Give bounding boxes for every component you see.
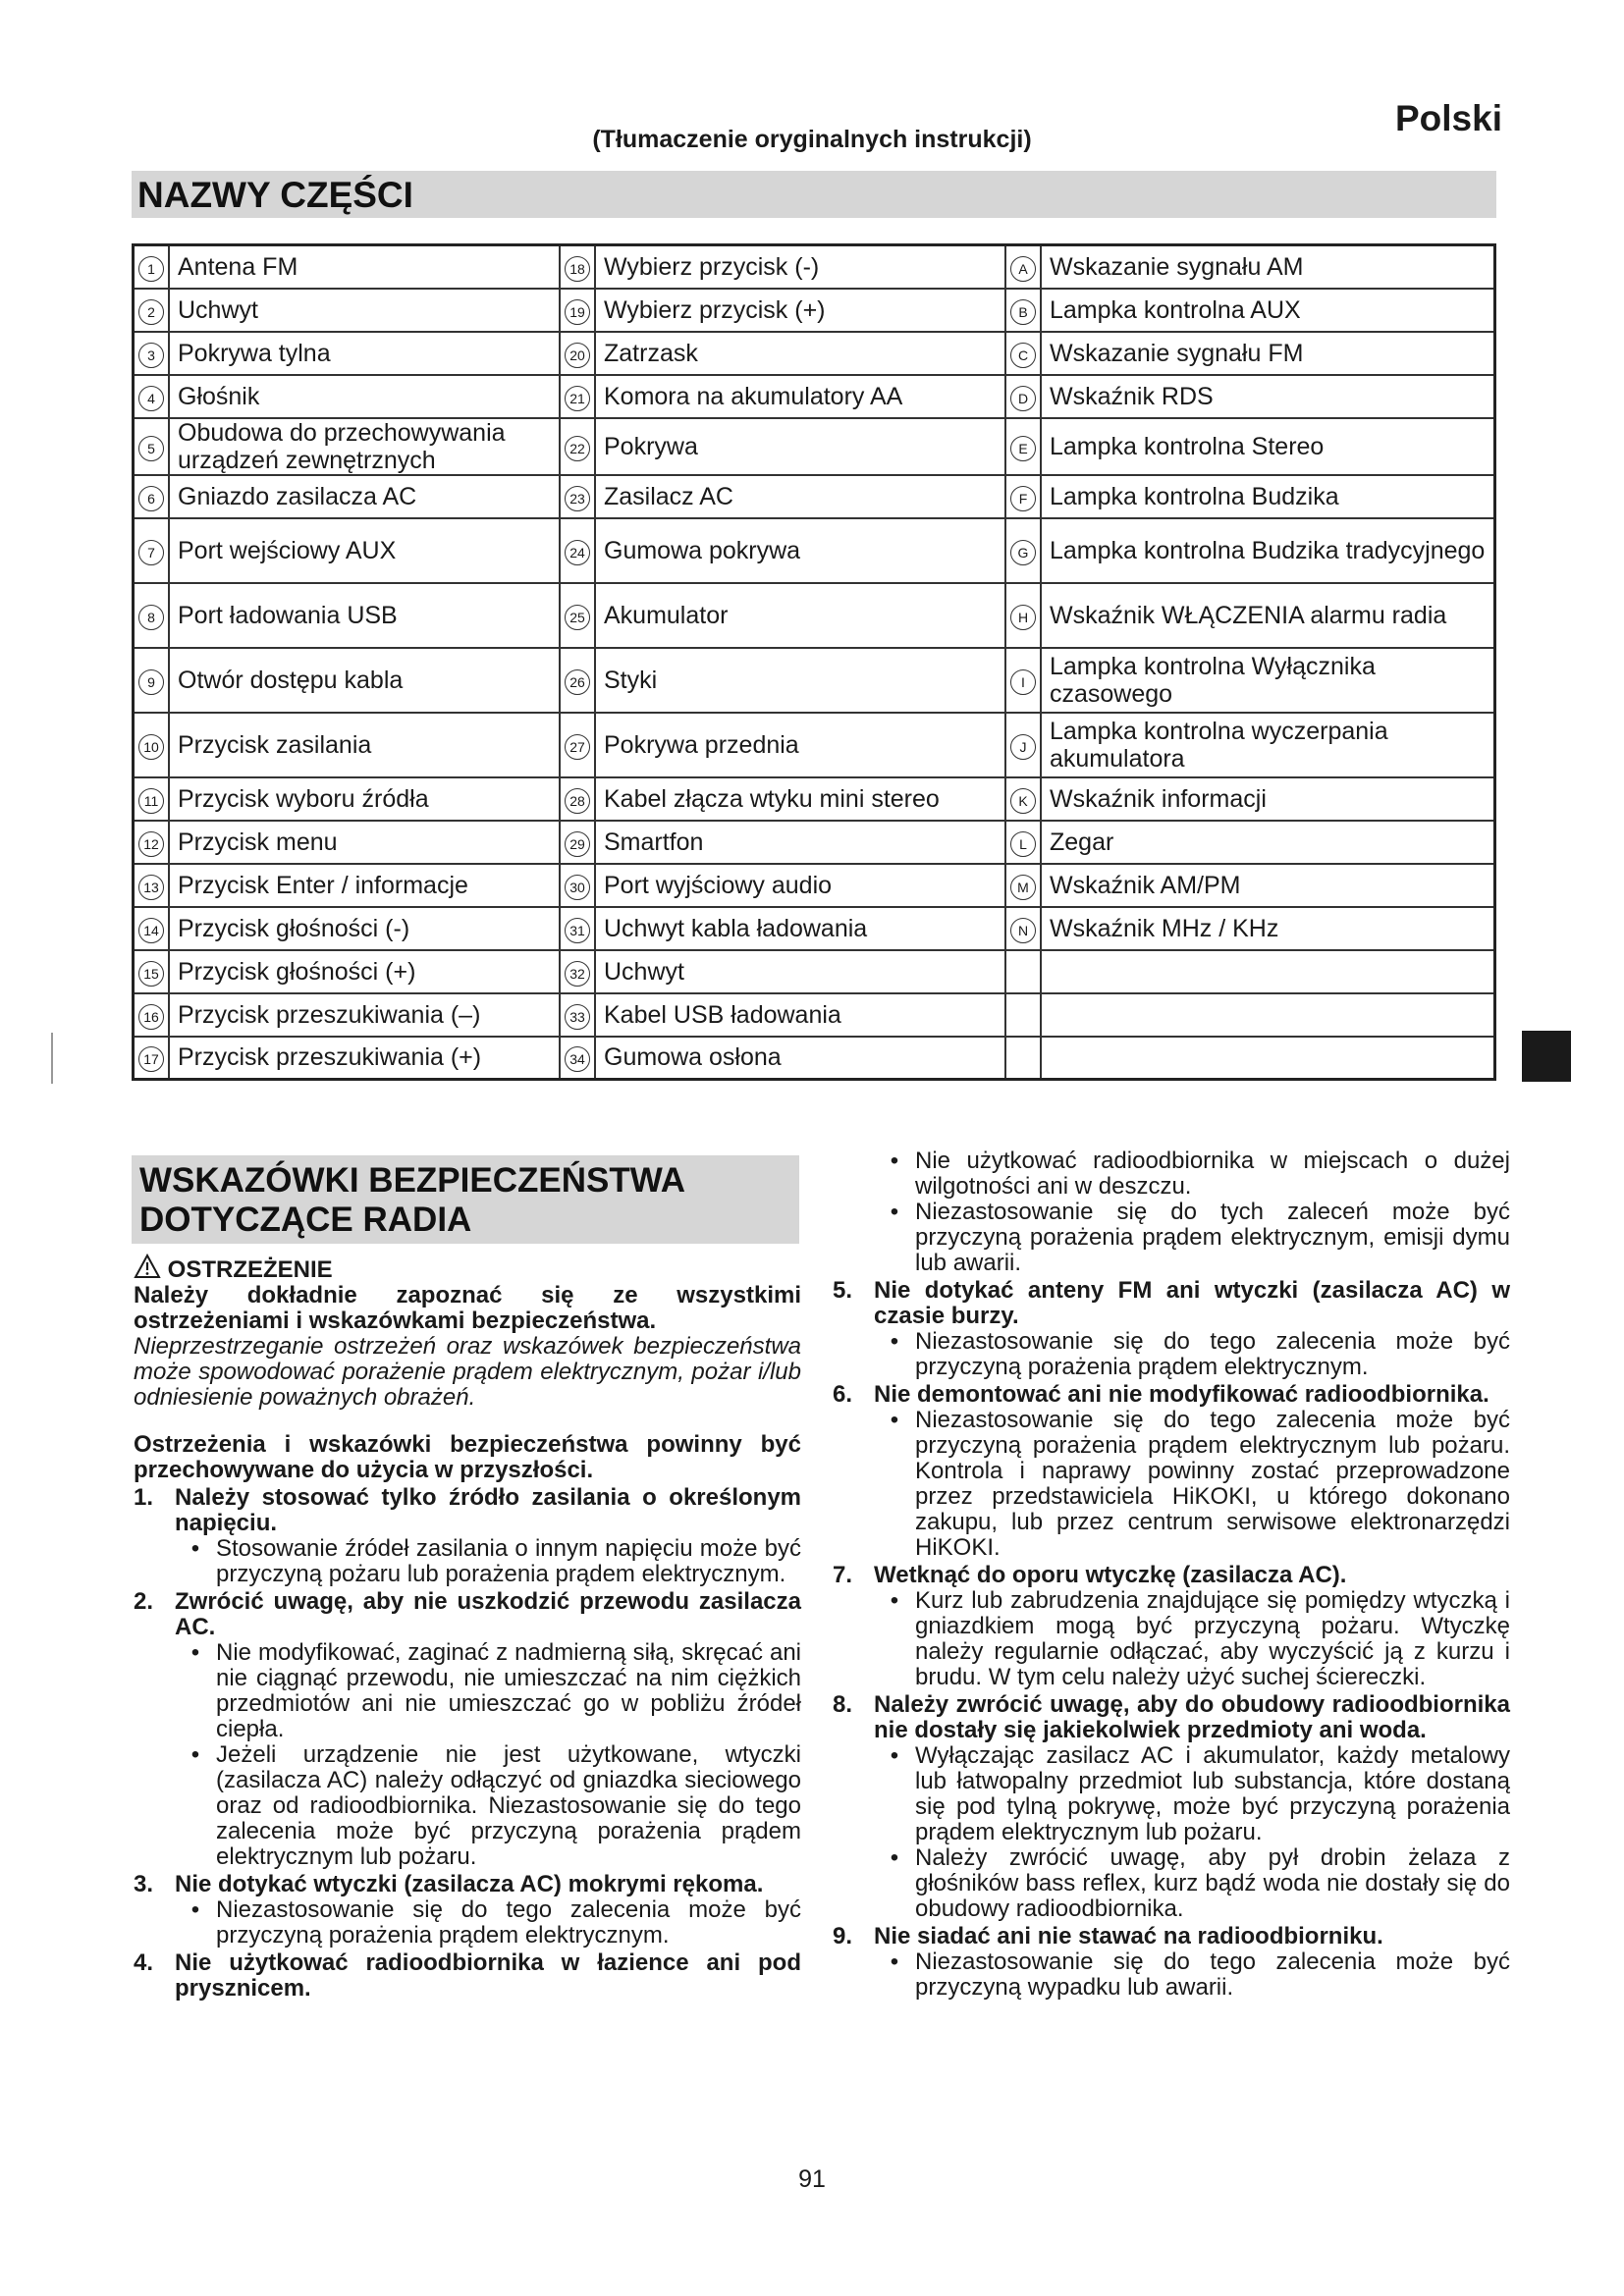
- parts-table-row: [134, 777, 1495, 821]
- item-6: [833, 1382, 1510, 1408]
- part-name: Przycisk głośności (+): [169, 950, 560, 993]
- part-name: Pokrywa przednia: [595, 713, 1005, 777]
- part-number: 6: [138, 486, 164, 511]
- item-title: Nie dotykać anteny FM ani wtyczki (zasilacza AC) w czasie burzy.: [874, 1277, 1510, 1329]
- part-number-cell: [134, 332, 170, 375]
- bullet: •: [890, 1949, 899, 1975]
- part-name: Wybierz przycisk (+): [595, 289, 1005, 332]
- item-4-bullet-2: [833, 1200, 1510, 1276]
- part-number-cell: [1005, 475, 1041, 518]
- part-number: 30: [565, 875, 590, 900]
- bullet: •: [190, 1896, 200, 1923]
- section-tab-marker: [1522, 1031, 1571, 1082]
- part-number-cell: [560, 864, 595, 907]
- part-number: G: [1010, 540, 1036, 565]
- part-name: [1041, 950, 1495, 993]
- parts-table-row: [134, 332, 1495, 375]
- part-number: D: [1010, 386, 1036, 411]
- part-number: 10: [138, 734, 164, 760]
- part-number: 2: [138, 299, 164, 325]
- item-title: Wetknąć do oporu wtyczkę (zasilacza AC).: [874, 1562, 1347, 1588]
- safety-heading-line2: DOTYCZĄCE RADIA: [139, 1201, 472, 1239]
- keep-note: Ostrzeżenia i wskazówki bezpieczeństwa powinny być przechowywane do użycia w przyszłości.: [134, 1431, 801, 1483]
- part-number: 1: [138, 256, 164, 282]
- part-name: Lampka kontrolna wyczerpania akumulatora: [1041, 713, 1495, 777]
- item-number: 6.: [833, 1381, 853, 1408]
- bullet-text: Nie modyfikować, zaginać z nadmierną siłą, skręcać ani nie ciągnąć przewodu, nie umieszczać na nim ciężkich przedmiotów ani nie umieszczać go w pobliżu źródeł ciepła.: [216, 1639, 801, 1742]
- part-name: Lampka kontrolna Stereo: [1041, 418, 1495, 475]
- warning-triangle-icon: [134, 1254, 161, 1279]
- part-name: Lampka kontrolna Wyłącznika czasowego: [1041, 648, 1495, 713]
- bullet-text: Niezastosowanie się do tego zalecenia może być przyczyną porażenia prądem elektrycznym.: [915, 1328, 1510, 1380]
- part-number-cell: [1005, 245, 1041, 289]
- parts-table-row: [134, 821, 1495, 864]
- item-title: Nie użytkować radioodbiornika w łazience ani pod prysznicem.: [175, 1949, 801, 2002]
- item-8-bullet-1: [833, 1743, 1510, 1845]
- part-name: [1041, 993, 1495, 1037]
- safety-right-column: [833, 1148, 1510, 2001]
- part-number: 11: [138, 788, 164, 814]
- part-number: 16: [138, 1004, 164, 1030]
- part-number-cell: [560, 475, 595, 518]
- part-number-cell: [134, 375, 170, 418]
- part-name: Pokrywa tylna: [169, 332, 560, 375]
- parts-table-row: [134, 583, 1495, 648]
- part-name: Wskazanie sygnału FM: [1041, 332, 1495, 375]
- part-number: 17: [138, 1046, 164, 1072]
- part-number: 27: [565, 734, 590, 760]
- part-number: F: [1010, 486, 1036, 511]
- part-name: Wskazanie sygnału AM: [1041, 245, 1495, 289]
- part-name: [1041, 1037, 1495, 1080]
- part-number: 20: [565, 343, 590, 368]
- parts-table-row: [134, 245, 1495, 289]
- part-number-cell: [134, 289, 170, 332]
- item-6-bullet-1: [833, 1408, 1510, 1561]
- parts-table-row: [134, 950, 1495, 993]
- safety-left-column: [134, 1254, 801, 2002]
- part-name: Otwór dostępu kabla: [169, 648, 560, 713]
- part-number: 15: [138, 961, 164, 987]
- part-number-cell: [134, 777, 170, 821]
- item-title: Zwrócić uwagę, aby nie uszkodzić przewodu zasilacza AC.: [175, 1588, 801, 1640]
- part-name: Kabel złącza wtyku mini stereo: [595, 777, 1005, 821]
- part-number-cell: [1005, 518, 1041, 583]
- bullet: •: [890, 1844, 899, 1871]
- margin-rule: [51, 1033, 53, 1084]
- part-name: Przycisk zasilania: [169, 713, 560, 777]
- parts-table-row: [134, 418, 1495, 475]
- part-number-cell: [1005, 1037, 1041, 1080]
- bullet-text: Wyłączając zasilacz AC i akumulator, każdy metalowy lub łatwopalny przedmiot lub substancja, które dostaną się pod tylną pokrywę, może być przyczyną porażenia prądem elektrycznym lub pożaru.: [915, 1742, 1510, 1845]
- part-name: Przycisk menu: [169, 821, 560, 864]
- part-name: Gumowa pokrywa: [595, 518, 1005, 583]
- part-number: 28: [565, 788, 590, 814]
- bullet-text: Nie użytkować radioodbiornika w miejscach o dużej wilgotności ani w deszczu.: [915, 1148, 1510, 1200]
- item-number: 2.: [134, 1588, 154, 1615]
- part-number: 34: [565, 1046, 590, 1072]
- part-number-cell: [134, 821, 170, 864]
- part-number-cell: [134, 950, 170, 993]
- part-name: Lampka kontrolna AUX: [1041, 289, 1495, 332]
- page-number: 91: [798, 2165, 826, 2193]
- item-2-bullet-2: [134, 1742, 801, 1870]
- part-name: Port wejściowy AUX: [169, 518, 560, 583]
- part-number-cell: [134, 864, 170, 907]
- part-number-cell: [1005, 713, 1041, 777]
- part-name: Zatrzask: [595, 332, 1005, 375]
- bullet-text: Niezastosowanie się do tego zalecenia może być przyczyną wypadku lub awarii.: [915, 1949, 1510, 2001]
- part-number: 22: [565, 436, 590, 461]
- part-name: Przycisk głośności (-): [169, 907, 560, 950]
- bullet-text: Jeżeli urządzenie nie jest użytkowane, wtyczki (zasilacza AC) należy odłączyć od gniazdka sieciowego oraz od radioodbiornika. Niezastosowanie się do tego zalecenia może być przyczyną porażenia prądem elektrycznym lub pożaru.: [216, 1741, 801, 1870]
- warning-bold-text: Należy dokładnie zapoznać się ze wszystkimi ostrzeżeniami i wskazówkami bezpieczeństwa.: [134, 1282, 801, 1334]
- part-number: I: [1010, 669, 1036, 695]
- part-number: 24: [565, 540, 590, 565]
- parts-table-row: [134, 1037, 1495, 1080]
- parts-table-row: [134, 907, 1495, 950]
- bullet: •: [190, 1535, 200, 1562]
- part-name: Akumulator: [595, 583, 1005, 648]
- bullet: •: [890, 1742, 899, 1769]
- part-name: Lampka kontrolna Budzika tradycyjnego: [1041, 518, 1495, 583]
- part-number: C: [1010, 343, 1036, 368]
- parts-table-row: [134, 289, 1495, 332]
- part-number: 23: [565, 486, 590, 511]
- bullet-text: Niezastosowanie się do tego zalecenia może być przyczyną porażenia prądem elektrycznym.: [216, 1896, 801, 1949]
- item-1-bullet-1: [134, 1536, 801, 1587]
- part-name: Zegar: [1041, 821, 1495, 864]
- bullet-text: Stosowanie źródeł zasilania o innym napięciu może być przyczyną pożaru lub porażenia prądem elektrycznym.: [216, 1535, 801, 1587]
- part-number-cell: [560, 332, 595, 375]
- item-2-bullet-1: [134, 1640, 801, 1742]
- part-name: Gumowa osłona: [595, 1037, 1005, 1080]
- part-number-cell: [1005, 777, 1041, 821]
- part-name: Port wyjściowy audio: [595, 864, 1005, 907]
- part-name: Przycisk przeszukiwania (–): [169, 993, 560, 1037]
- part-name: Kabel USB ładowania: [595, 993, 1005, 1037]
- bullet-text: Kurz lub zabrudzenia znajdujące się pomiędzy wtyczką i gniazdkiem mogą być przyczyną pożaru. Wtyczkę należy regularnie odłączać, aby wyczyścić ją z kurzu i brudu. W tym celu należy użyć suchej ściereczki.: [915, 1587, 1510, 1690]
- part-number-cell: [1005, 950, 1041, 993]
- part-name: Gniazdo zasilacza AC: [169, 475, 560, 518]
- warning-italic-text: Nieprzestrzeganie ostrzeżeń oraz wskazówek bezpieczeństwa może spowodować porażenie prądem elektrycznym, pożar i/lub odniesienie poważnych obrażeń.: [134, 1333, 801, 1411]
- parts-table-row: [134, 375, 1495, 418]
- part-number-cell: [1005, 332, 1041, 375]
- parts-table: [132, 243, 1496, 1081]
- item-2: [134, 1589, 801, 1640]
- part-number: 9: [138, 669, 164, 695]
- part-number-cell: [134, 907, 170, 950]
- item-5-bullet-1: [833, 1329, 1510, 1380]
- part-number: N: [1010, 918, 1036, 943]
- bullet: •: [890, 1328, 899, 1355]
- part-number: 33: [565, 1004, 590, 1030]
- part-name: Uchwyt: [595, 950, 1005, 993]
- part-name: Wybierz przycisk (-): [595, 245, 1005, 289]
- item-7-bullet-1: [833, 1588, 1510, 1690]
- item-number: 9.: [833, 1923, 853, 1949]
- part-number-cell: [1005, 418, 1041, 475]
- item-title: Nie demontować ani nie modyfikować radioodbiornika.: [874, 1381, 1489, 1408]
- item-number: 5.: [833, 1277, 853, 1304]
- part-name: Wskaźnik RDS: [1041, 375, 1495, 418]
- part-name: Smartfon: [595, 821, 1005, 864]
- part-number-cell: [134, 993, 170, 1037]
- part-name: Wskaźnik MHz / KHz: [1041, 907, 1495, 950]
- part-number: 25: [565, 605, 590, 630]
- part-number: J: [1010, 734, 1036, 760]
- parts-table-row: [134, 475, 1495, 518]
- part-number-cell: [560, 418, 595, 475]
- parts-table-row: [134, 518, 1495, 583]
- part-name: Pokrywa: [595, 418, 1005, 475]
- bullet-text: Niezastosowanie się do tych zaleceń może być przyczyną porażenia prądem elektrycznym, emisji dymu lub awarii.: [915, 1199, 1510, 1276]
- item-5: [833, 1278, 1510, 1329]
- parts-table-row: [134, 993, 1495, 1037]
- bullet: •: [190, 1639, 200, 1666]
- part-number-cell: [560, 907, 595, 950]
- item-3: [134, 1872, 801, 1897]
- part-number: B: [1010, 299, 1036, 325]
- part-number-cell: [560, 713, 595, 777]
- item-title: Należy stosować tylko źródło zasilania o określonym napięciu.: [175, 1484, 801, 1536]
- part-number-cell: [134, 1037, 170, 1080]
- part-name: Wskaźnik WŁĄCZENIA alarmu radia: [1041, 583, 1495, 648]
- parts-table-row: [134, 648, 1495, 713]
- part-number: H: [1010, 605, 1036, 630]
- part-number-cell: [1005, 864, 1041, 907]
- bullet-text: Niezastosowanie się do tego zalecenia może być przyczyną porażenia prądem elektrycznym lub pożaru. Kontrola i naprawy powinny zostać przeprowadzone przez przedstawiciela HiKOKI, u którego dokonano zakupu, lub przez centrum serwisowe elektronarzędzi HiKOKI.: [915, 1407, 1510, 1561]
- item-8-bullet-2: [833, 1845, 1510, 1922]
- warning-title-text: OSTRZEŻENIE: [167, 1256, 333, 1283]
- part-number-cell: [560, 777, 595, 821]
- part-number-cell: [134, 648, 170, 713]
- part-number: A: [1010, 256, 1036, 282]
- part-name: Przycisk wyboru źródła: [169, 777, 560, 821]
- part-number-cell: [560, 289, 595, 332]
- part-name: Przycisk Enter / informacje: [169, 864, 560, 907]
- part-name: Lampka kontrolna Budzika: [1041, 475, 1495, 518]
- item-4: [134, 1950, 801, 2002]
- item-3-bullet-1: [134, 1897, 801, 1949]
- part-number: 13: [138, 875, 164, 900]
- part-name: Przycisk przeszukiwania (+): [169, 1037, 560, 1080]
- document-subtitle: (Tłumaczenie oryginalnych instrukcji): [592, 126, 1032, 153]
- part-number: K: [1010, 788, 1036, 814]
- part-number-cell: [560, 245, 595, 289]
- part-number: 4: [138, 386, 164, 411]
- bullet: •: [190, 1741, 200, 1768]
- part-number-cell: [560, 993, 595, 1037]
- part-name: Wskaźnik AM/PM: [1041, 864, 1495, 907]
- bullet: •: [890, 1587, 899, 1614]
- item-9: [833, 1924, 1510, 1949]
- part-number: L: [1010, 831, 1036, 857]
- part-number: 14: [138, 918, 164, 943]
- part-number: 19: [565, 299, 590, 325]
- part-number-cell: [560, 648, 595, 713]
- part-number: 31: [565, 918, 590, 943]
- item-title: Należy zwrócić uwagę, aby do obudowy radioodbiornika nie dostały się jakiekolwiek przedmioty ani woda.: [874, 1691, 1510, 1743]
- part-number-cell: [134, 518, 170, 583]
- item-title: Nie dotykać wtyczki (zasilacza AC) mokrymi rękoma.: [175, 1871, 764, 1897]
- part-name: Obudowa do przechowywania urządzeń zewnętrznych: [169, 418, 560, 475]
- part-name: Styki: [595, 648, 1005, 713]
- part-number-cell: [134, 245, 170, 289]
- part-name: Głośnik: [169, 375, 560, 418]
- part-number-cell: [1005, 821, 1041, 864]
- part-number: M: [1010, 875, 1036, 900]
- part-number: 29: [565, 831, 590, 857]
- parts-table-row: [134, 713, 1495, 777]
- part-name: Antena FM: [169, 245, 560, 289]
- part-number-cell: [134, 583, 170, 648]
- part-number-cell: [1005, 289, 1041, 332]
- part-number-cell: [560, 583, 595, 648]
- item-4-bullet-1: [833, 1148, 1510, 1200]
- item-1: [134, 1485, 801, 1536]
- part-name: Wskaźnik informacji: [1041, 777, 1495, 821]
- part-number-cell: [560, 1037, 595, 1080]
- safety-heading-line1: WSKAZÓWKI BEZPIECZEŃSTWA: [139, 1161, 686, 1200]
- warning-title: [134, 1254, 801, 1283]
- part-number-cell: [134, 475, 170, 518]
- parts-table-row: [134, 864, 1495, 907]
- part-number-cell: [134, 418, 170, 475]
- item-number: 1.: [134, 1484, 154, 1511]
- item-8: [833, 1692, 1510, 1743]
- item-9-bullet-1: [833, 1949, 1510, 2001]
- part-name: Uchwyt: [169, 289, 560, 332]
- part-number: 8: [138, 605, 164, 630]
- item-title: Nie siadać ani nie stawać na radioodbiorniku.: [874, 1923, 1383, 1949]
- language-label: Polski: [1395, 98, 1502, 138]
- part-number-cell: [560, 821, 595, 864]
- part-number: 12: [138, 831, 164, 857]
- part-name: Uchwyt kabla ładowania: [595, 907, 1005, 950]
- item-number: 4.: [134, 1949, 154, 1976]
- part-number-cell: [1005, 907, 1041, 950]
- part-name: Port ładowania USB: [169, 583, 560, 648]
- item-number: 8.: [833, 1691, 853, 1718]
- parts-section-heading: NAZWY CZĘŚCI: [132, 171, 1496, 218]
- part-number-cell: [1005, 375, 1041, 418]
- part-number: 32: [565, 961, 590, 987]
- part-number-cell: [560, 375, 595, 418]
- bullet: •: [890, 1199, 899, 1225]
- part-number: 21: [565, 386, 590, 411]
- part-name: Komora na akumulatory AA: [595, 375, 1005, 418]
- item-number: 7.: [833, 1562, 853, 1588]
- part-number: 3: [138, 343, 164, 368]
- part-number-cell: [1005, 648, 1041, 713]
- bullet-text: Należy zwrócić uwagę, aby pył drobin żelaza z głośników bass reflex, kurz bądź woda nie dostały się do obudowy radioodbiornika.: [915, 1844, 1510, 1922]
- item-number: 3.: [134, 1871, 154, 1897]
- part-number: 7: [138, 540, 164, 565]
- safety-section-heading: [132, 1155, 799, 1244]
- part-number-cell: [560, 950, 595, 993]
- bullet: •: [890, 1407, 899, 1433]
- part-number: 26: [565, 669, 590, 695]
- part-number-cell: [134, 713, 170, 777]
- bullet: •: [890, 1148, 899, 1174]
- part-number-cell: [1005, 993, 1041, 1037]
- part-number: 5: [138, 436, 164, 461]
- part-number-cell: [560, 518, 595, 583]
- item-7: [833, 1563, 1510, 1588]
- part-name: Zasilacz AC: [595, 475, 1005, 518]
- part-number-cell: [1005, 583, 1041, 648]
- part-number: E: [1010, 436, 1036, 461]
- part-number: 18: [565, 256, 590, 282]
